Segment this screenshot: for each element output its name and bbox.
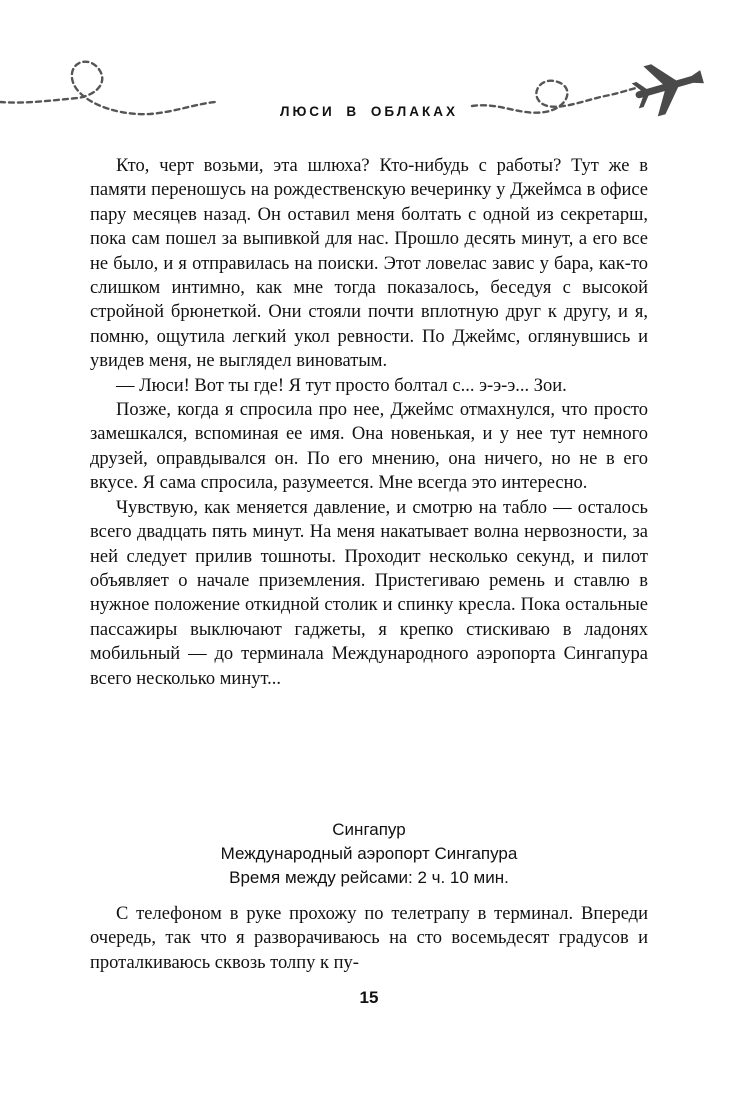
running-head-title: ЛЮСИ В ОБЛАКАХ	[279, 104, 458, 119]
paragraph: Чувствую, как меняется давление, и смотрю на табло — осталось всего двадцать пять минут. На меня накатывает волна нервозности, за ней следует прилив тошноты. Проходит несколько секунд, и пилот объявляет о начале приземления. Пристегиваю ремень и ставлю в нужное положение откидной столик и спинку кресла. Пока остальные пассажиры выключают гаджеты, я крепко стискиваю в ладонях мобильный — до терминала Международного аэропорта Сингапура всего несколько минут...	[90, 497, 648, 689]
section-airport: Международный аэропорт Сингапура	[220, 844, 518, 863]
paragraph: — Люси! Вот ты где! Я тут просто болтал с... э-э-э... Зои.	[116, 375, 567, 396]
paragraph: Кто, черт возьми, эта шлюха? Кто-нибудь с работы? Тут же в памяти переношусь на рождественскую вечеринку у Джеймса в офисе пару месяцев назад. Он оставил меня болтать с одной из секретарш, пока сам пошел за выпивкой для нас. Прошло десять минут, а его все не было, и я отправилась на поиски. Этот ловелас завис у бара, как-то слишком интимно, как мне тогда показалось, беседуя с высокой стройной брюнеткой. Они стояли почти вплотную друг к другу, и я, помню, ощутила легкий укол ревности. По Джеймс, оглянувшись и увидев меня, не выглядел виноватым.	[90, 156, 648, 372]
section-body-text	[90, 902, 648, 975]
main-body-text	[90, 154, 648, 691]
section-heading	[0, 818, 738, 890]
paragraph: С телефоном в руке прохожу по телетрапу в терминал. Впереди очередь, так что я разворачиваюсь на сто восемьдесят градусов и проталкиваюсь сквозь толпу к пу-	[90, 904, 648, 973]
page-number: 15	[359, 988, 379, 1007]
section-city: Сингапур	[332, 820, 406, 839]
paragraph: Позже, когда я спросила про нее, Джеймс отмахнулся, что просто замешкался, вспоминая ее имя. Она новенькая, и у нее тут немного друзей, оправдывался он. По его мнению, она ничего, но не в его вкусе. Я сама спросила, разумеется. Мне всегда это интересно.	[90, 400, 648, 494]
section-layover: Время между рейсами: 2 ч. 10 мин.	[229, 868, 509, 887]
